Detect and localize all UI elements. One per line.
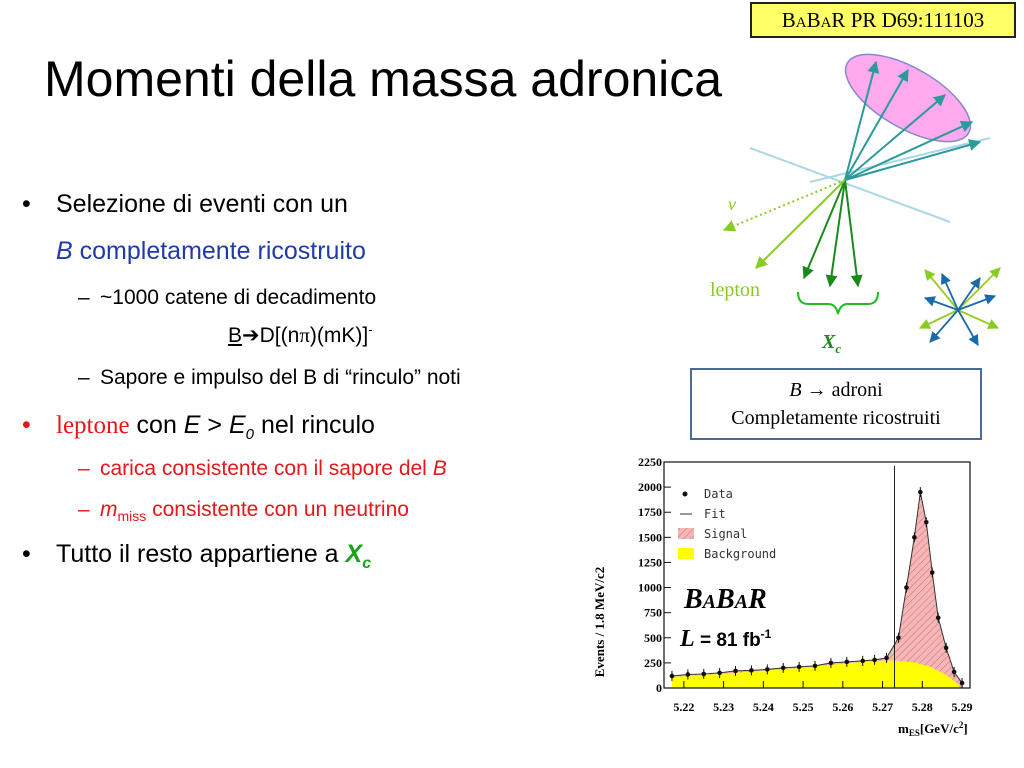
luminosity-label: L = 81 $fb^{-1}$ [680, 626, 772, 652]
adroni-text: adroni [826, 379, 883, 401]
x-axis-sub: ES [908, 728, 920, 738]
legend-label: Fit [704, 507, 726, 521]
ref-b: B [806, 8, 821, 32]
x-axis-close: ] [963, 721, 968, 736]
xc-tracks [804, 180, 858, 286]
bullet-rest: • Tutto il resto appartiene a $X_c$ [22, 540, 372, 572]
adroni-b: B [789, 379, 802, 401]
legend-marker-data [683, 492, 688, 497]
beam-line-2 [810, 138, 990, 182]
legend-marker-background [678, 548, 694, 559]
lepton-rest: nel rinculo [254, 411, 375, 439]
formula-arrow-icon: ➔ [242, 324, 260, 347]
formula-pi: π [299, 323, 310, 347]
event-diagram [680, 40, 1024, 370]
legend-label: Background [704, 547, 777, 561]
x-tick-label: 5.24 [752, 700, 774, 714]
b-var: B [56, 237, 73, 265]
ref-a: A [795, 15, 807, 31]
subbullet-chains: – ~1000 catene di decadimento [78, 286, 377, 309]
y-tick-label: 1500 [638, 530, 662, 545]
mes-histogram [588, 450, 1008, 760]
subbullet-charge-b: B [432, 457, 447, 480]
formula-sup: - [368, 322, 373, 337]
formula-c: )(mK)] [309, 324, 369, 347]
y-tick-label: 1000 [638, 580, 662, 595]
lepton-con: con [129, 411, 184, 439]
x-tick-label: 5.27 [872, 700, 894, 714]
x-tick-label: 5.28 [911, 700, 933, 714]
subbullet-charge: – carica consistente con il sapore del B [78, 457, 447, 480]
bullet-selection: • Selezione di eventi con un [22, 190, 348, 218]
y-tick-label: 500 [644, 630, 662, 645]
bullet-selection-line2-text: completamente ricostruito [72, 237, 366, 265]
subbullet-flavor-text: Sapore e impulso del B di “rinculo” noti [100, 366, 461, 389]
x-axis-sup: 2 [958, 720, 964, 730]
lepton-label: lepton [710, 279, 760, 301]
babar-logo: BABAR [684, 584, 767, 615]
xc-brace [798, 292, 878, 314]
y-tick-label: 0 [656, 681, 662, 695]
lepton-e: E [183, 411, 201, 439]
x-axis-unit: [GeV/c [919, 721, 959, 736]
y-tick-label: 1750 [638, 505, 662, 520]
xc-sub: c [362, 555, 372, 572]
subbullet-chains-text: ~1000 catene di decadimento [100, 286, 377, 309]
lepton-word: leptone [56, 412, 130, 439]
ref-d: R [831, 8, 846, 32]
mmiss-rest: consistente con un neutrino [146, 498, 409, 521]
xc-var: X [345, 540, 363, 568]
ref-c: A [820, 15, 832, 31]
subbullet-charge-text: carica consistente con il sapore del [100, 457, 433, 480]
lepton-track [756, 180, 845, 268]
y-tick-label: 250 [644, 655, 662, 670]
adroni-line2: Completamente ricostruiti [731, 407, 941, 429]
page-title: Momenti della massa adronica [44, 51, 723, 107]
formula-b: B [228, 324, 243, 347]
lepton-e0: E [228, 411, 246, 439]
svg-text:Xc [821, 331, 841, 356]
bullet-selection-line2 [56, 237, 366, 266]
bullet-selection-text: Selezione di eventi con un [56, 190, 348, 218]
y-tick-label: 2000 [638, 480, 662, 495]
y-tick-label: 1250 [638, 555, 662, 570]
legend-marker-signal [678, 528, 694, 539]
decay-formula [228, 322, 373, 348]
nu-label: ν [728, 194, 736, 214]
xc-label: X [822, 331, 836, 353]
bullet-rest-text: Tutto il resto appartiene a [56, 540, 346, 568]
reconstructed-b-box [690, 368, 982, 440]
x-tick-label: 5.25 [792, 700, 814, 714]
legend-label: Data [704, 487, 733, 501]
adroni-line1 [692, 376, 980, 404]
subbullet-mmiss: – $m_{miss}$ consistente con un neutrino [78, 498, 409, 525]
x-tick-label: 5.23 [713, 700, 735, 714]
x-tick-label: 5.29 [951, 700, 973, 714]
formula-d: D[(n [259, 324, 300, 347]
x-tick-label: 5.22 [673, 700, 695, 714]
mmiss-m: m [100, 498, 118, 521]
mmiss-sub: miss [117, 508, 147, 525]
y-axis-label: Events / 1.8 MeV/c2 [592, 566, 607, 678]
xc-label-sub: c [835, 341, 842, 356]
subbullet-flavor: – Sapore e impulso del B di “rinculo” noti [78, 366, 461, 389]
y-tick-label: 2250 [638, 455, 662, 469]
bullet-lepton: • leptone con $E > E_0$ nel rinculo [22, 411, 375, 443]
ref-rest: PR D69:111103 [845, 8, 985, 32]
x-tick-label: 5.26 [832, 700, 854, 714]
arrow-icon: → [806, 379, 827, 401]
svg-text:mES[GeV/c2] [898, 720, 968, 738]
lepton-gt: > [200, 411, 229, 439]
y-tick-label: 750 [644, 605, 662, 620]
reference-badge [750, 2, 1016, 38]
x-axis-m: m [898, 721, 909, 736]
ref-prefix: B [781, 8, 796, 32]
legend-label: Signal [704, 527, 748, 541]
lepton-e0-sub: 0 [245, 426, 255, 443]
reconstructed-b-tracks [920, 268, 1000, 345]
